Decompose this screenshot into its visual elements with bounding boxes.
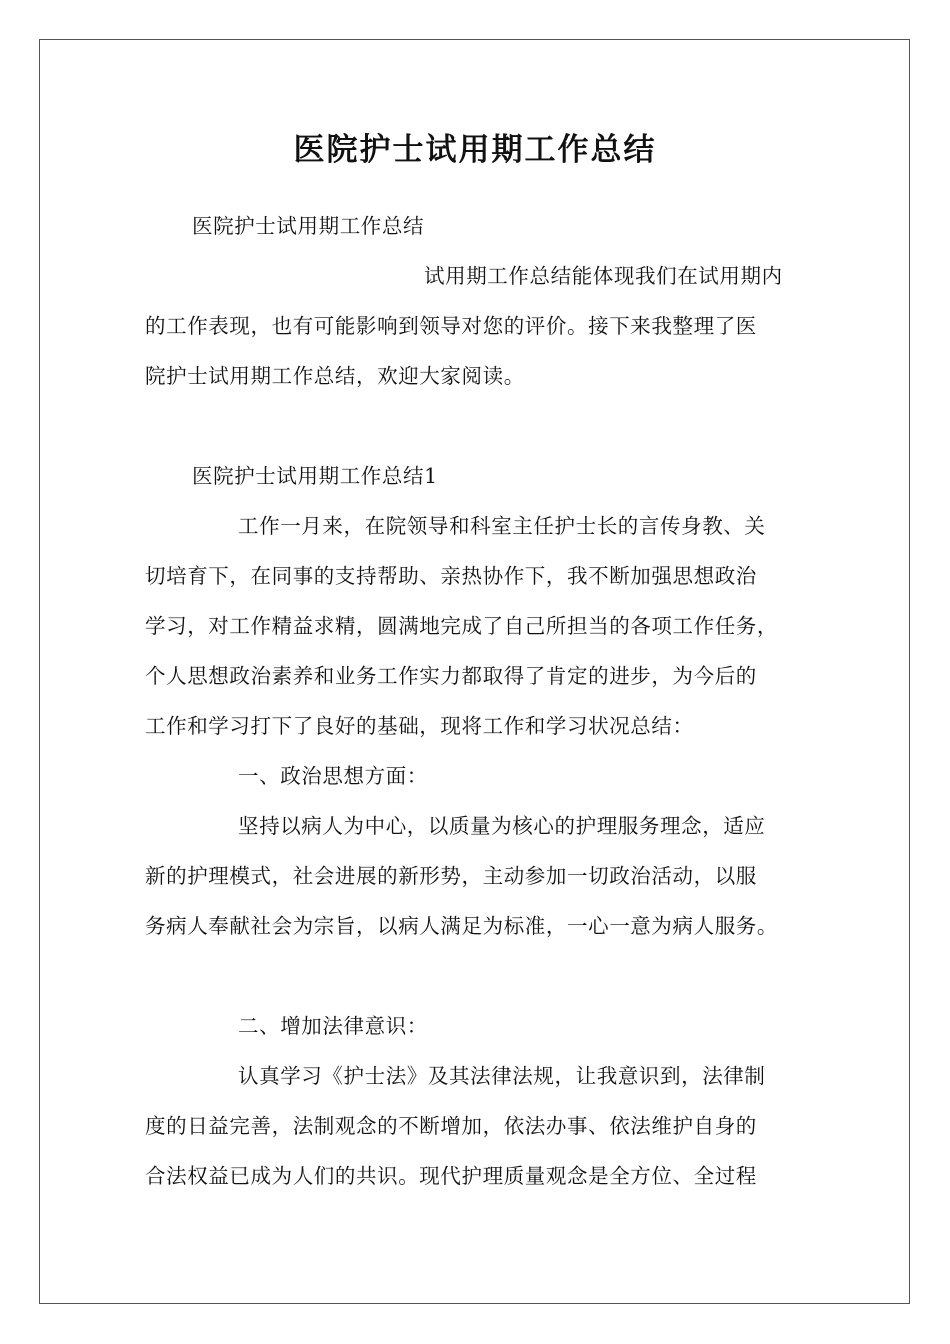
intro-line-2: 的工作表现，也有可能影响到领导对您的评价。接下来我整理了医: [145, 314, 757, 338]
part1-heading: 一、政治思想方面：: [238, 764, 428, 788]
document-subtitle: 医院护士试用期工作总结: [192, 214, 425, 238]
section1-line-5: 工作和学习打下了良好的基础，现将工作和学习状况总结：: [145, 714, 694, 738]
section1-line-3: 学习，对工作精益求精，圆满地完成了自己所担当的各项工作任务，: [145, 614, 778, 638]
intro-line-3: 院护士试用期工作总结，欢迎大家阅读。: [145, 364, 525, 388]
section1-heading: 医院护士试用期工作总结1: [192, 464, 438, 488]
intro-line-1: 试用期工作总结能体现我们在试用期内: [424, 264, 783, 288]
document-title: 医院护士试用期工作总结: [293, 132, 657, 168]
section1-line-4: 个人思想政治素养和业务工作实力都取得了肯定的进步，为今后的: [145, 664, 757, 688]
section1-line-1: 工作一月来，在院领导和科室主任护士长的言传身教、关: [238, 514, 766, 538]
part1-line-1: 坚持以病人为中心，以质量为核心的护理服务理念，适应: [238, 814, 766, 838]
part2-heading: 二、增加法律意识：: [238, 1014, 428, 1038]
part1-line-3: 务病人奉献社会为宗旨，以病人满足为标准，一心一意为病人服务。: [145, 914, 778, 938]
part2-line-2: 度的日益完善，法制观念的不断增加，依法办事、依法维护自身的: [145, 1114, 757, 1138]
part2-line-1: 认真学习《护士法》及其法律法规，让我意识到，法律制: [238, 1064, 766, 1088]
section1-line-2: 切培育下，在同事的支持帮助、亲热协作下，我不断加强思想政治: [145, 564, 757, 588]
part2-line-3: 合法权益已成为人们的共识。现代护理质量观念是全方位、全过程: [145, 1164, 757, 1188]
part1-line-2: 新的护理模式，社会进展的新形势，主动参加一切政治活动，以服: [145, 864, 757, 888]
